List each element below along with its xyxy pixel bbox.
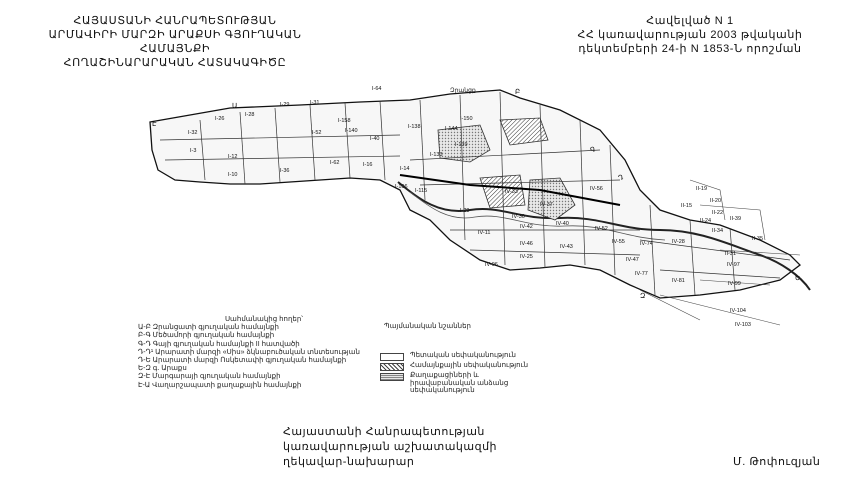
zone-label: II-15 [681,203,693,209]
zone-label: IV-47 [626,257,639,263]
zone-label: I-36 [280,168,290,174]
footer-org-line3: ղեկավար-նախարար [283,456,415,468]
footer-organization [283,425,497,470]
zone-label: I-29 [460,208,470,214]
boundary-point-label: Ա [232,103,238,110]
symbol-label: Համայնքային սեփականություն [410,362,529,369]
zone-label: IV-77 [635,271,648,277]
zone-label: I-139 [455,142,468,148]
zone-label: IV-43 [560,244,573,250]
zone-label: I-28 [245,112,255,118]
zone-label: I-144 [445,126,458,132]
state-property-swatch [380,353,404,361]
zone-label: I-138 [408,124,421,130]
zone-label: I-10 [228,172,238,178]
community-property-swatch [380,363,404,371]
zone-label: IV-11 [478,230,491,236]
zone-label: IV-103 [735,322,751,328]
land-plan-map [0,80,841,340]
zone-label: II-22 [712,210,724,216]
adjacent-item: Բ-Գ Մեծամորի գյուղական համայնքի [138,332,275,340]
header-right-line3: դեկտեմբերի 24-ի N 1853-Ն որոշման [578,43,802,55]
symbol-label: Քաղաքացիների և իրավաբանական անձանց սեփականություն [410,372,509,394]
adjacent-item: Է-Ա Վաղարշապատի քաղաքային համայնքի [138,381,302,389]
symbol-row-private [380,372,530,395]
zone-label: I-62 [330,160,340,166]
zone-label: IV-46 [520,241,533,247]
zone-label: I-32 [188,130,198,136]
zone-label: II-20 [710,198,722,204]
zone-label: IV-56 [590,186,603,192]
header-right-line2: ՀՀ կառավարության 2003 թվականի [577,29,803,41]
adjacent-lands-title: Սահմանակից հողեր՝ [224,316,303,323]
zone-label: IV-96 [485,262,498,268]
zone-label: I-115 [415,188,428,194]
adjacent-lands-legend [138,316,360,390]
zone-label: II-19 [696,186,708,192]
zone-label: I-140 [345,128,358,134]
zone-label: I-64 [372,86,382,92]
symbol-row-community [380,362,530,371]
zone-label: IV-81 [672,278,685,284]
boundary-point-label: Զ [640,293,646,300]
zone-label: IV-74 [640,241,653,247]
header-left [30,14,320,70]
zone-label: IV-52 [595,226,608,232]
header-right [560,14,820,56]
zone-label: IV-25 [520,254,533,260]
zone-label: IV-37 [540,202,553,208]
river-label: Զրանցք [450,88,476,94]
adjacent-item: Զ-Է Մարգարայի գյուղական համայնքի [138,373,281,381]
zone-label: IV-42 [520,224,533,230]
zone-label: II-35 [752,236,764,242]
zone-label: II-39 [730,216,742,222]
symbol-row-state [380,352,530,361]
symbol-label: Պետական սեփականություն [410,352,516,359]
boundary-point-label: Է [152,121,157,128]
symbols-legend [380,322,530,396]
adjacent-item: Ա-Բ Զրանցատի գյուղական համայնքի [138,324,279,332]
footer-org-line2: կառավարության աշխատակազմի [283,441,498,453]
boundary-point-label: Դ [618,175,624,182]
zone-label: I-150 [460,116,473,122]
community-boundary [150,90,800,298]
zone-label: I-26 [215,116,225,122]
header-right-line1: Հավելված N 1 [646,15,734,27]
zone-label: I-52 [312,130,322,136]
adjacent-item: Գ-Դ Գայի գյուղական համայնքի II հատվածի [138,340,300,348]
zone-label: I-14 [400,166,410,172]
zone-label: IV-40 [556,221,569,227]
footer-org-line1: Հայաստանի Հանրապետության [283,426,485,438]
boundary-point-label: Գ [590,147,596,154]
boundary-point-label: Բ [515,89,521,96]
header-left-line3: ՀՈՂԱՇԻՆԱՐԱՐԱԿԱՆ ՀԱՏԱԿԱԳԻԾԸ [63,57,287,69]
zone-label: I-158 [338,118,351,124]
header-left-line2: ԱՐՄԱՎԻՐԻ ՄԱՐԶԻ ԱՐԱՔՍԻ ԳՅՈՒՂԱԿԱՆ ՀԱՄԱՅՆՔԻ [48,29,302,55]
symbols-legend-title: Պայմանական նշաններ [384,323,471,330]
zone-label: IV-55 [612,239,625,245]
adjacent-item: Դ-Ե Արարատի մարզի Ոսկետափի գյուղական համայնքի [138,357,347,365]
zone-label: IV-33 [505,189,518,195]
header-left-line1: ՀԱՅԱՍՏԱՆԻ ՀԱՆՐԱՊԵՏՈՒԹՅԱՆ [73,15,277,27]
zone-label: IV-97 [727,262,740,268]
private-property-swatch [380,373,404,381]
adjacent-item: Դ-Դ¹ Արարատի մարզի «Սիս» ձկնաբուծական տնտեսության [138,348,360,356]
zone-label: I-12 [228,154,238,160]
zone-label: I-133 [430,152,443,158]
zone-label: I-31 [310,100,320,106]
adjacent-item: Ե-Զ գ. Արաքս [138,365,187,373]
zone-label: IV-30 [512,214,525,220]
signatory-name: Մ. Թոփուզյան [733,456,821,468]
zone-label: IV-28 [672,239,685,245]
zone-label: I-40 [370,136,380,142]
zone-label: II-31 [725,251,737,257]
zone-label: I-3 [190,148,197,154]
zone-label: IV-104 [730,308,746,314]
boundary-point-label: Ե [795,275,801,282]
zone-label: II-24 [700,218,712,224]
zone-label: I-29 [280,102,290,108]
zone-label: II-34 [712,228,724,234]
zone-label: I-106 [395,184,408,190]
zone-label: IV-99 [728,281,741,287]
zone-label: I-16 [363,162,373,168]
